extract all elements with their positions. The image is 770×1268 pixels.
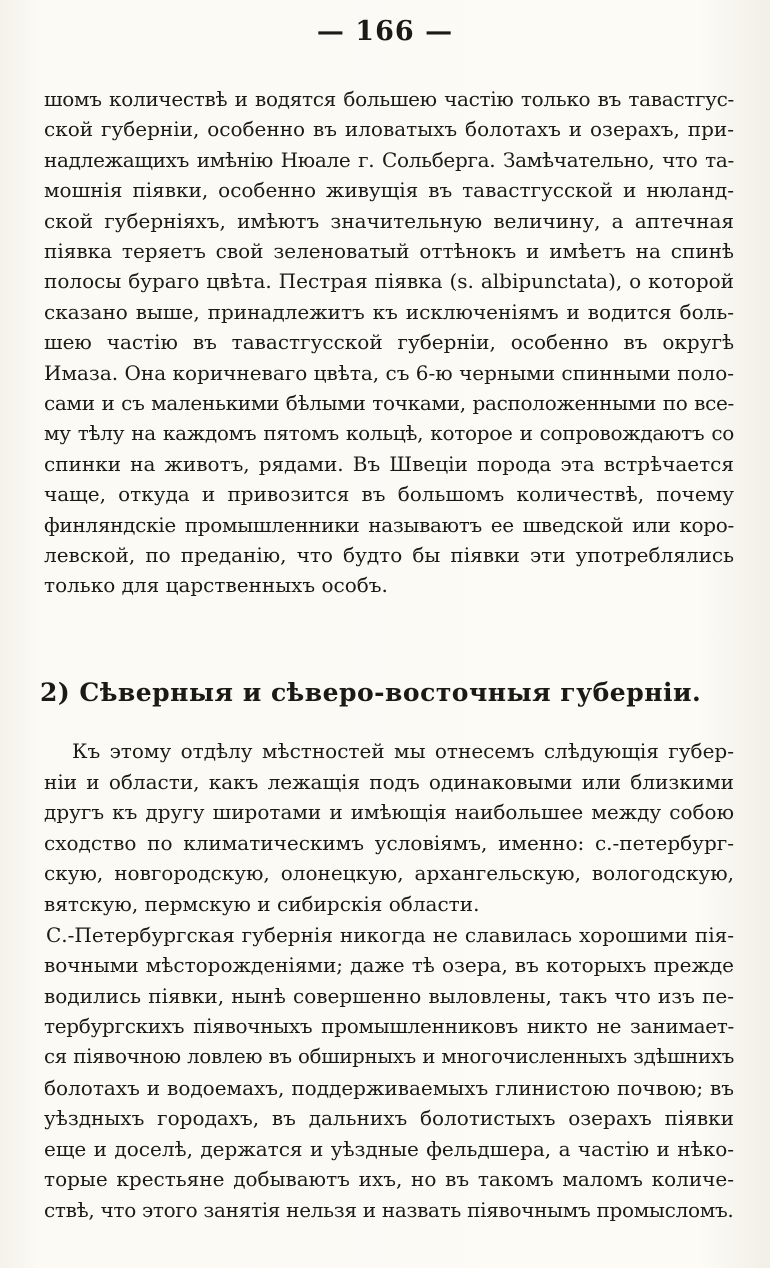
text-line: торые крестьяне добываютъ ихъ, но въ такомъ маломъ количе- <box>44 1167 734 1192</box>
text-line: мошнія піявки, особенно живущія въ тавастгусской и нюланд- <box>44 178 734 203</box>
text-line: Къ этому отдѣлу мѣстностей мы отнесемъ слѣдующія губер- <box>72 739 734 763</box>
text-line: ской губерніяхъ, имѣютъ значительную величину, а аптечная <box>44 208 734 233</box>
text-line: еще и доселѣ, держатся и уѣздные фельдшера, а частію и нѣко- <box>44 1136 734 1161</box>
text-line: С.-Петербургская губернія никогда не славилась хорошими пія- <box>46 922 734 947</box>
text-line: шомъ количествѣ и водятся большею частію только въ тавастгус- <box>44 87 734 111</box>
text-line: другъ къ другу широтами и имѣющія наибольшее между собою <box>44 800 734 825</box>
text-line: ствѣ, что этого занятія нельзя и назвать піявочнымъ промысломъ. <box>44 1198 734 1222</box>
text-line: піявка теряетъ свой зеленоватый оттѣнокъ и имѣетъ на спинѣ <box>44 239 734 263</box>
text-line: болотахъ и водоемахъ, поддерживаемыхъ глинистою почвою; въ <box>44 1075 734 1100</box>
text-line: скую, новгородскую, олонецкую, архангельскую, вологодскую, <box>44 861 734 886</box>
text-line: спинки на животъ, рядами. Въ Швеціи порода эта встрѣчается <box>44 451 734 476</box>
text-line: ся піявочною ловлею въ обширныхъ и многочисленныхъ здѣшнихъ <box>44 1045 734 1068</box>
text-line: полосы бураго цвѣта. Пестрая піявка (s. albipunctata), о которой <box>44 269 734 294</box>
text-line: водились піявки, нынѣ совершенно выловлены, такъ что изъ пе- <box>44 983 734 1008</box>
page-number: — 166 — <box>316 16 454 47</box>
section-heading: 2) Сѣверныя и сѣверо-восточныя губерніи. <box>40 678 702 707</box>
text-line: только для царственныхъ особъ. <box>44 573 388 598</box>
text-line: ніи и области, какъ лежащія подъ одинаковыми или близкими <box>44 769 734 794</box>
text-line: чаще, откуда и привозится въ большомъ количествѣ, почему <box>44 482 734 507</box>
text-line: сами и съ маленькими бѣлыми точками, расположенными по все- <box>44 391 734 415</box>
text-line: тербургскихъ піявочныхъ промышленниковъ никто не занимает- <box>44 1014 734 1039</box>
text-line: левской, по преданію, что будто бы піявки эти употреблялись <box>44 543 734 567</box>
text-line: уѣздныхъ городахъ, въ дальнихъ болотистыхъ озерахъ піявки <box>44 1106 734 1131</box>
text-line: ской губерніи, особенно въ иловатыхъ болотахъ и озерахъ, при- <box>44 117 734 142</box>
text-line: сходство по климатическимъ условіямъ, именно: с.-петербург- <box>44 830 734 855</box>
text-line: му тѣлу на каждомъ пятомъ кольцѣ, которое и сопровождаютъ со <box>44 421 734 446</box>
text-line: финляндскіе промышленники называютъ ее шведской или коро- <box>44 512 734 537</box>
text-line: надлежащихъ имѣнію Нюале г. Сольберга. Замѣчательно, что та- <box>44 147 734 172</box>
text-line: Имаза. Она коричневаго цвѣта, съ 6-ю черными спинными поло- <box>44 360 734 385</box>
text-line: вочными мѣсторожденіями; даже тѣ озера, въ которыхъ прежде <box>44 953 734 978</box>
text-line: шею частію въ тавастгусской губерніи, особенно въ округѣ <box>44 330 734 355</box>
text-line: сказано выше, принадлежитъ къ исключеніямъ и водится боль- <box>44 299 734 324</box>
text-line: вятскую, пермскую и сибирскія области. <box>44 892 480 916</box>
